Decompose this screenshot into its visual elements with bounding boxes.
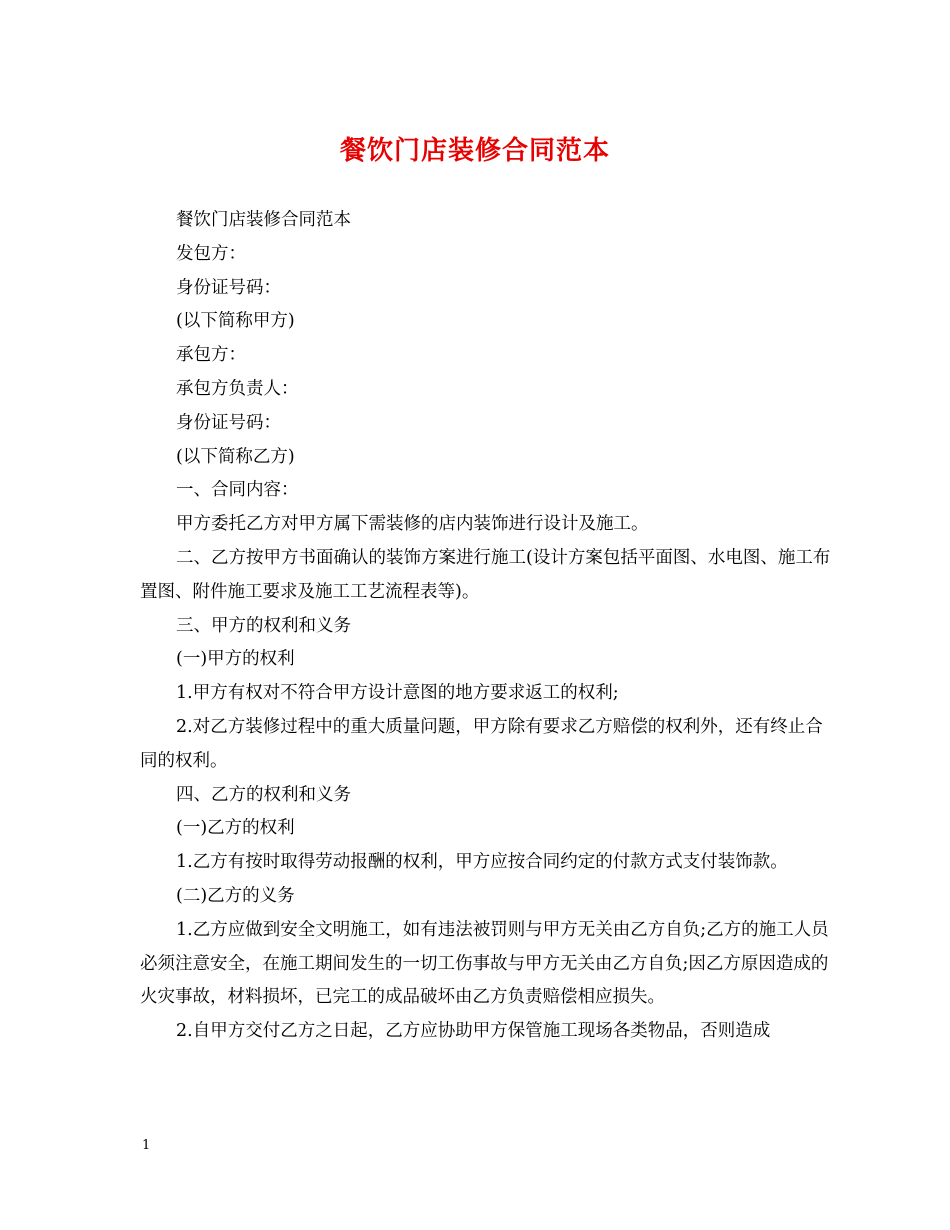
paragraph: 身份证号码： xyxy=(176,412,281,433)
page-number: 1 xyxy=(142,1138,151,1153)
document-body xyxy=(140,204,840,1049)
paragraph: 1.甲方有权对不符合甲方设计意图的地方要求返工的权利; xyxy=(176,683,619,704)
paragraph: (二)乙方的义务 xyxy=(176,885,295,906)
paragraph: (以下简称甲方) xyxy=(176,311,295,332)
paragraph: (一)甲方的权利 xyxy=(176,649,295,670)
paragraph: 一、合同内容： xyxy=(176,480,299,501)
paragraph: 1.乙方有按时取得劳动报酬的权利，甲方应按合同约定的付款方式支付装饰款。 xyxy=(176,852,788,873)
paragraph: 承包方负责人： xyxy=(176,378,299,399)
paragraph: 身份证号码： xyxy=(176,277,281,298)
paragraph: (一)乙方的权利 xyxy=(176,818,295,839)
paragraph: (以下简称乙方) xyxy=(176,446,295,467)
paragraph: 1.乙方应做到安全文明施工，如有违法被罚则与甲方无关由乙方自负;乙方的施工人员必须注意安全，在施工期间发生的一切工伤事故与甲方无关由乙方自负;因乙方原因造成的火灾事故，材料损坏，已完工的成品破坏由乙方负责赔偿相应损失。 xyxy=(140,919,829,1008)
paragraph: 三、甲方的权利和义务 xyxy=(176,615,351,636)
paragraph: 2.自甲方交付乙方之日起，乙方应协助甲方保管施工现场各类物品，否则造成 xyxy=(176,1021,771,1042)
paragraph: 二、乙方按甲方书面确认的装饰方案进行施工(设计方案包括平面图、水电图、施工布置图、附件施工要求及施工工艺流程表等)。 xyxy=(140,547,831,602)
document-title: 餐饮门店装修合同范本 xyxy=(339,136,610,166)
paragraph: 2.对乙方装修过程中的重大质量问题，甲方除有要求乙方赔偿的权利外，还有终止合同的权利。 xyxy=(140,716,823,771)
paragraph: 发包方： xyxy=(176,243,246,264)
paragraph: 四、乙方的权利和义务 xyxy=(176,784,351,805)
paragraph: 承包方： xyxy=(176,345,246,366)
paragraph: 餐饮门店装修合同范本 xyxy=(176,210,351,230)
paragraph: 甲方委托乙方对甲方属下需装修的店内装饰进行设计及施工。 xyxy=(176,514,649,535)
